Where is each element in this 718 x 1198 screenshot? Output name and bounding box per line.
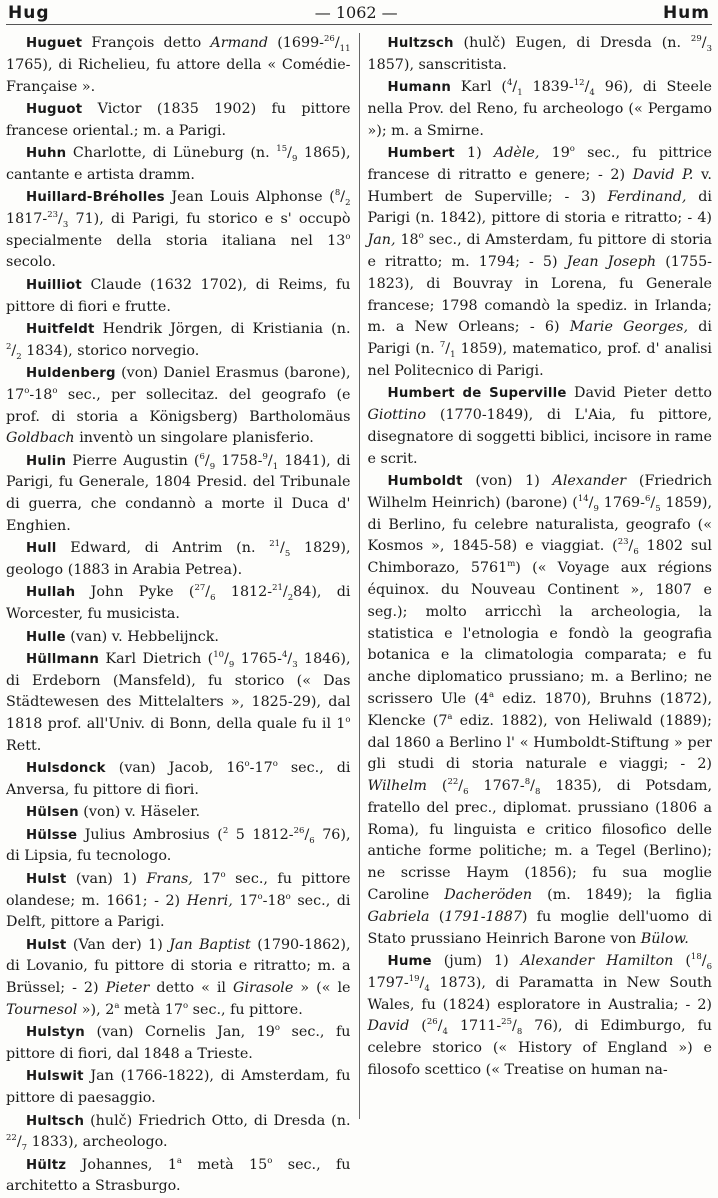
entry-headword: Huilliot (26, 277, 82, 293)
entry-text: Karl ( (451, 79, 507, 96)
entry-text: (von) Daniel Erasmus (barone), 17 (6, 364, 351, 403)
column-divider (359, 33, 360, 1119)
entry-text: Girasole (233, 980, 294, 997)
entry-text: Ferdinand, (607, 188, 687, 205)
entry-text: 1834), storico norvegio. (21, 342, 200, 359)
entry-text: 23 (47, 210, 59, 221)
entry-text: Jan, (367, 232, 396, 249)
entry-text: 1859), di Berlino, fu celebre naturalista, geografo (« Kosmos », 1845-58) e viaggiat. ( (367, 494, 713, 555)
entry-text: Goldbach (6, 430, 75, 447)
entry-text: secolo. (6, 254, 56, 271)
entry-text: (van) Jacob, 16 (105, 760, 245, 777)
entry-text: Julius Ambrosius ( (77, 826, 223, 843)
entry-text: 4 (424, 983, 430, 994)
entry-text: 15 (276, 144, 288, 155)
entry-text: / (512, 79, 518, 96)
entry-text: / (280, 540, 285, 557)
entry-text: 26 (426, 1017, 438, 1028)
entry-text: Giottino (367, 407, 426, 424)
entry-text: o (182, 1001, 189, 1012)
entry-text: 5 (284, 549, 291, 560)
entry-headword: Humboldt (387, 473, 463, 489)
entry-text: 1857), sanscritista. (367, 56, 507, 73)
entry-text: (jum) 1) (431, 952, 521, 969)
entry-text: Claude (1632 1702), di Reims, fu pittore di fiori e frutte. (6, 276, 351, 315)
entry-text: o (274, 1023, 280, 1034)
entry-text: Hendrik Jörgen, di Kristiania (n. (94, 320, 351, 337)
entry-text: 4 (507, 78, 513, 89)
entry-text: Rett. (6, 738, 42, 754)
dictionary-entry (6, 143, 351, 187)
entry-text: / (650, 494, 656, 511)
entry-text: 1802 sul Chimborazo, 5761 (367, 538, 712, 577)
entry-text: 22 (6, 1133, 17, 1144)
entry-text: / (437, 1018, 443, 1035)
entry-text: 1841), di Parigi, fu Generale, 1804 Presid. del Tribunale di guerra, che condannò a morte il Duca d' Enghien. (6, 452, 351, 535)
entry-headword: Hültz (26, 1157, 67, 1173)
entry-text: (van) Cornelis Jan, 19 (84, 1024, 275, 1041)
entry-text: 71), di Parigi, fu storico e s' occupò specialmente della storia italiana nel 13 (6, 210, 351, 249)
entry-headword: Huitfeldt (26, 321, 95, 337)
entry-text: sec., fu architetto a Strasburgo. (6, 1156, 351, 1195)
entry-text: 8 (534, 786, 541, 797)
entry-text: Gabriela (367, 908, 430, 925)
entry-text: / (340, 189, 346, 206)
entry-text: 1797- (367, 974, 409, 991)
entry-text: 1791-1887 (444, 908, 522, 925)
entry-headword: Hülsen (26, 805, 79, 821)
entry-text: / (58, 210, 63, 227)
entry-text: ( (673, 952, 691, 969)
entry-text: 1) (454, 144, 494, 161)
entry-text: Karl Dietrich ( (99, 650, 214, 667)
entry-text: / (334, 35, 340, 51)
entry-text: (Friedrich Wilhelm Heinrich) (barone) ( (367, 472, 712, 511)
entry-text: (von) 1) (462, 472, 553, 489)
entry-headword: Hulst (26, 937, 67, 953)
header-right-guideword: Hum (662, 3, 710, 23)
entry-text: 1846), di Erdeborn (Mansfeld), fu storico (« Das Städtewesen des Mittelalters », 1825-29), dal 1818 prof. all'Univ. di Bonn, della quale fu il 1 (6, 650, 351, 733)
entry-text: 76), di Edimburgo, fu celebre storico (« History of England ») e filosofo scettico (« Treatise on human na- (367, 1018, 712, 1078)
entry-text: 6 (309, 835, 315, 846)
entry-text: 6 (706, 961, 712, 972)
entry-text: 4 (281, 650, 288, 661)
entry-text: ( (409, 1018, 427, 1035)
entry-text: 21 (269, 539, 281, 550)
entry-text: 1817- (6, 210, 48, 227)
entry-text: ediz. 1882), von Heliwald (1889); dal 1860 a Berlino l' « Humboldt-Stiftung » per gli studi di storia naturale e viaggi; - 2) (367, 712, 712, 773)
dictionary-entry (6, 363, 351, 450)
dictionary-entry (6, 649, 351, 758)
entry-text: / (419, 974, 425, 991)
entry-text: Dacheröden (444, 887, 533, 904)
entry-text: (1699- (268, 35, 325, 51)
entry-text: 1765- (234, 650, 282, 667)
entry-text: 1 (517, 87, 523, 98)
entry-text: Marie Georges, (569, 319, 688, 336)
entry-text: 26 (293, 825, 305, 836)
entry-text: Armand (210, 35, 269, 51)
entry-text: Frans, (146, 870, 193, 887)
entry-text: m (507, 559, 516, 570)
entry-text: a (176, 1155, 182, 1166)
entry-text: 9 (262, 451, 268, 462)
entry-headword: Hulst (26, 871, 67, 887)
entry-text: 23 (617, 537, 629, 548)
entry-headword: Hume (387, 953, 432, 969)
dictionary-entry (6, 99, 351, 143)
entry-text: / (204, 452, 210, 469)
entry-text: sec., fu pittore olandese; m. 1661; - 2) (6, 870, 351, 909)
entry-text: sec., di Delft, pittore a Parigi. (6, 892, 351, 931)
entry-text: 5 1812- (228, 826, 294, 843)
dictionary-entry (6, 275, 351, 319)
entry-text: 1829), geologo (1883 in Arabia Petrea). (6, 540, 351, 579)
entry-text: / (205, 584, 211, 601)
entry-text: 1 (272, 461, 279, 472)
entry-text: / (530, 778, 535, 795)
entry-text: 6 (463, 786, 469, 797)
entry-text: 10 (213, 650, 225, 661)
entry-text: sec., per sollecitaz. del geografo (e prof. di storia a Königsberg) Bartholomäus (6, 386, 351, 425)
dictionary-entry (6, 33, 351, 98)
entry-text: 7 (21, 1143, 28, 1154)
dictionary-entry (368, 951, 713, 1082)
entry-text: François detto (82, 35, 211, 51)
page-header (6, 2, 712, 25)
dictionary-entry (6, 187, 351, 274)
entry-text: 14 (577, 493, 589, 504)
dictionary-entry (6, 935, 351, 1022)
entry-text: di Parigi (n. (367, 319, 712, 358)
entry-text: Wilhelm (367, 778, 427, 795)
entry-text: / (16, 1134, 22, 1151)
entry-text: 27 (194, 583, 206, 594)
entry-headword: Hüllmann (26, 651, 100, 667)
entry-text: 11 (339, 43, 351, 54)
entry-text: David P. (632, 166, 694, 183)
entry-headword: Huillard-Bréholles (26, 190, 165, 206)
entry-text: / (445, 341, 451, 358)
entry-text: a (447, 711, 453, 722)
entry-text: sec., di Anversa, fu pittore di fiori. (6, 760, 351, 799)
dictionary-entry (6, 582, 351, 626)
entry-text: 7 (439, 340, 446, 351)
entry-headword: Hullah (26, 585, 76, 601)
entry-text: 29 (690, 34, 702, 45)
entry-text: » (« le (293, 980, 351, 997)
entry-text: 22 (447, 777, 459, 788)
entry-text: sec., di Amsterdam, fu pittore di storia e ritratto; m. 1794; - 5) (367, 232, 712, 270)
entry-text: 8 (524, 777, 531, 788)
entry-text: 8 (334, 188, 341, 199)
dictionary-entry (6, 1066, 351, 1110)
entry-text: 9 (291, 153, 298, 164)
entry-text: Tournesol (6, 1002, 78, 1019)
entry-text: / (287, 650, 293, 667)
entry-text: 3 (62, 219, 69, 230)
entry-text: ediz. 1870), Bruhns (1872), Klencke (7 (367, 690, 712, 729)
entry-text: 2 (345, 197, 351, 208)
dictionary-entry (6, 319, 351, 363)
entry-headword: Hulstyn (26, 1025, 85, 1041)
entry-text: o (285, 891, 291, 902)
entry-text: Jan (1766-1822), di Amsterdam, fu pittore di paesaggio. (6, 1068, 351, 1107)
entry-headword: Humann (387, 80, 452, 96)
entry-text: 84), di Worcester, fu musicista. (6, 584, 351, 623)
dictionary-entry (6, 1111, 351, 1155)
entry-headword: Hultzsch (387, 36, 454, 51)
entry-headword: Huguot (26, 101, 83, 117)
entry-text: a (488, 690, 495, 701)
entry-text: / (11, 342, 17, 359)
entry-text: di Parigi (n. 1842), pittore di storia e ritratto; - 4) (367, 188, 712, 227)
entry-text: / (628, 538, 634, 555)
entry-text: -17 (249, 760, 273, 777)
entry-text: 1865), cantante e artista dramm. (6, 144, 351, 183)
dictionary-entry (6, 1022, 351, 1066)
entry-text: (1755-1823), di Bouvray in Lorena, fu Generale francese; 1798 comandò la spediz. in Irlanda; m. a New Orleans; - 6) (367, 253, 712, 336)
entry-text: 21 (272, 583, 283, 594)
entry-text: 8 (516, 1027, 523, 1038)
entry-text: David Pieter detto (566, 385, 712, 402)
entry-text: John Pyke ( (75, 584, 195, 601)
entry-text: / (287, 144, 292, 161)
entry-text: David (367, 1018, 410, 1035)
entry-text: detto « il (149, 980, 233, 997)
entry-text: (m. 1849); la figlia (532, 887, 713, 904)
entry-text: 6 (633, 547, 639, 558)
entry-text: 2 (6, 341, 12, 352)
entry-text: 18 (690, 952, 702, 963)
dictionary-entry (6, 825, 351, 869)
entry-text: 25 (501, 1017, 512, 1028)
entry-text: ( (429, 908, 445, 925)
entry-text: (van) 1) (66, 870, 147, 887)
entry-text: 76), di Lipsia, fu tecnologo. (6, 826, 351, 865)
entry-text: o (244, 759, 250, 770)
entry-text: Henri, (186, 892, 233, 909)
entry-headword: Huhn (26, 145, 67, 161)
entry-text: 1812- (215, 584, 273, 601)
entry-text: o (418, 231, 424, 242)
entry-text: 1839- (522, 79, 574, 96)
entry-text: 1769- (598, 494, 645, 511)
dictionary-entry (368, 77, 713, 142)
entry-text: ) (« Voyage aux régions équinox. du Nouveau Continent », 1807 e seg.); molto arricchì la archeologia, la statistica e l'etnologia e fondò la geografia botanica e la climatologia comparata; e fu anche diplomatico prussiano; m. a Berlino; ne scrissero Ule (4 (367, 560, 712, 707)
entry-text: (hulč) Friedrich Otto, di Dresda (n. (84, 1112, 351, 1129)
entry-text: / (458, 778, 464, 795)
entry-text: / (267, 452, 273, 469)
entry-text: o (220, 870, 226, 881)
entry-headword: Humbert (387, 145, 455, 161)
entry-text: Adèle, (493, 144, 540, 161)
entry-text: 17 (192, 870, 221, 887)
entry-text: Alexander Hamilton (520, 952, 674, 969)
entry-text: / (588, 494, 594, 511)
entry-text: Pieter (105, 980, 150, 997)
entry-text: Alexander (552, 472, 627, 489)
entry-text: Johannes, 1 (66, 1156, 177, 1173)
entry-text: 9 (209, 461, 216, 472)
entry-text: Pierre Augustin ( (66, 452, 200, 469)
entry-text: Jan Baptist (169, 936, 251, 953)
entry-text: 1873), di Paramatta in New South Wales, fu (1824) esploratore in Australia; - 2) (367, 974, 712, 1013)
entry-text: Bülow. (640, 930, 689, 947)
dictionary-entry (368, 383, 713, 470)
entry-text: o (569, 144, 575, 155)
entry-text: o (345, 715, 351, 726)
entry-text: Edward, di Antrim (n. (56, 540, 270, 557)
entry-text: 9 (228, 659, 235, 670)
entry-text: o (345, 231, 351, 242)
entry-text: o (24, 385, 30, 396)
entry-text: o (272, 759, 278, 770)
entry-text: ( (426, 778, 448, 795)
entry-text: 1833), archeologo. (27, 1134, 168, 1151)
entry-text: (von) v. Häseler. (78, 804, 201, 821)
entry-text: 19 (408, 974, 420, 984)
entry-text: 18 (395, 232, 419, 249)
entry-text: ) fu moglie dell'uomo di Stato prussiano Heinrich Barone von (367, 908, 712, 947)
entry-text: -18 (262, 892, 286, 909)
entry-text: o (52, 385, 58, 396)
entry-text: inventò un singolare planisferio. (74, 430, 314, 447)
entry-text: 96), di Steele nella Prov. del Reno, fu archeologo (« Pergamo »); m. a Smirne. (367, 79, 712, 139)
entry-text: 3 (706, 43, 712, 54)
entry-text: 2 (287, 593, 294, 604)
entry-headword: Hulle (26, 629, 66, 645)
entry-text: 6 (210, 593, 216, 604)
entry-text: 6 (199, 451, 205, 462)
entry-text: 2 (222, 825, 229, 836)
entry-text: Victor (1835 1902) fu pittore francese oriental.; m. a Parigi. (6, 100, 351, 139)
entry-text: 4 (442, 1027, 448, 1038)
entry-text: metà 15 (182, 1156, 268, 1173)
entry-text: 1758- (215, 452, 263, 469)
entry-text: 1835), di Potsdam, fratello del prec., diplomat. prussiano (1806 a Roma), fu linguista e critico filosofico delle antiche forme politiche; m. a Tegel (Berlino); ne scrisse Haym (1856); fu sua moglie Caroline (367, 778, 713, 904)
entry-text: 1859), matematico, prof. d' analisi nel Politecnico di Parigi. (367, 341, 712, 379)
entry-text: -18 (29, 386, 53, 403)
dictionary-entry (368, 143, 713, 383)
dictionary-entry (6, 538, 351, 582)
entry-headword: Hulswit (26, 1069, 84, 1085)
entry-text: (Van der) 1) (66, 936, 170, 953)
entry-text: 1765), di Richelieu, fu attore della « Comédie-Française ». (6, 56, 351, 95)
dictionary-entry (6, 1155, 351, 1198)
entry-text: Charlotte, di Lüneburg (n. (66, 144, 277, 161)
page-number: — 1062 — (314, 3, 398, 22)
entry-text: 9 (593, 503, 599, 514)
entry-text: (1770-1849), di L'Aia, fu pittore, disegnatore di soggetti biblici, incisore in rame e scrit. (367, 407, 712, 467)
dictionary-entry (6, 869, 351, 934)
entry-headword: Hultsch (26, 1113, 85, 1129)
dictionary-entry (6, 451, 351, 538)
entry-text: 1 (450, 350, 456, 361)
entry-text: 6 (644, 493, 651, 504)
entry-text: sec., fu pittrice francese di ritratto e genere; - 2) (367, 144, 712, 183)
entry-text: metà 17 (119, 1002, 183, 1019)
dictionary-entry (368, 33, 713, 77)
entry-text: 26 (324, 34, 335, 45)
entry-text: a (114, 1001, 120, 1012)
entry-text: »), 2 (77, 1002, 115, 1019)
right-column (368, 33, 713, 1119)
entry-text: 19 (539, 144, 570, 161)
entry-text: sec., fu pittore. (188, 1002, 303, 1019)
entry-text: v. Humbert de Superville; - 3) (367, 166, 712, 205)
entry-headword: Hulin (26, 453, 67, 469)
entry-text: / (282, 584, 288, 601)
entry-headword: Humbert de Superville (387, 386, 567, 402)
entry-headword: Hülsse (26, 827, 78, 843)
text-columns (6, 33, 713, 1195)
entry-text: o (257, 891, 263, 902)
header-left-guideword: Hug (8, 3, 50, 23)
entry-text: 12 (573, 78, 585, 89)
entry-text: 5 (655, 503, 661, 514)
entry-text: / (701, 952, 707, 969)
entry-text: 1711- (447, 1018, 502, 1035)
entry-text: 17 (232, 892, 258, 909)
entry-text: (1790-1862), di Lovanio, fu pittore di storia e ritratto; m. a Brüssel; - 2) (6, 936, 351, 997)
entry-text: / (304, 826, 310, 843)
entry-headword: Hulsdonck (26, 761, 106, 777)
entry-text: / (584, 79, 590, 96)
entry-text: 2 (16, 351, 22, 362)
dictionary-entry (6, 802, 351, 824)
entry-text: 1767- (468, 778, 525, 795)
entry-headword: Huldenberg (26, 365, 116, 381)
entry-text: / (701, 35, 707, 51)
entry-text: / (224, 650, 229, 667)
entry-text: 4 (589, 87, 595, 98)
entry-text: sec., fu pittore di fiori, dal 1848 a Trieste. (6, 1024, 351, 1063)
entry-text: / (512, 1018, 517, 1035)
dictionary-entry (6, 627, 351, 649)
entry-text: 3 (292, 659, 298, 670)
dictionary-entry (6, 758, 351, 802)
entry-text: Jean Louis Alphonse ( (164, 189, 335, 206)
entry-headword: Huguet (26, 36, 83, 51)
entry-text: (hulč) Eugen, di Dresda (n. (453, 35, 691, 51)
entry-text: (van) v. Hebbelijnck. (65, 628, 219, 645)
dictionary-entry (368, 471, 713, 951)
entry-headword: Hull (26, 541, 57, 557)
left-column (6, 33, 351, 1195)
entry-text: o (267, 1155, 273, 1166)
entry-text: Jean Joseph (566, 253, 657, 270)
